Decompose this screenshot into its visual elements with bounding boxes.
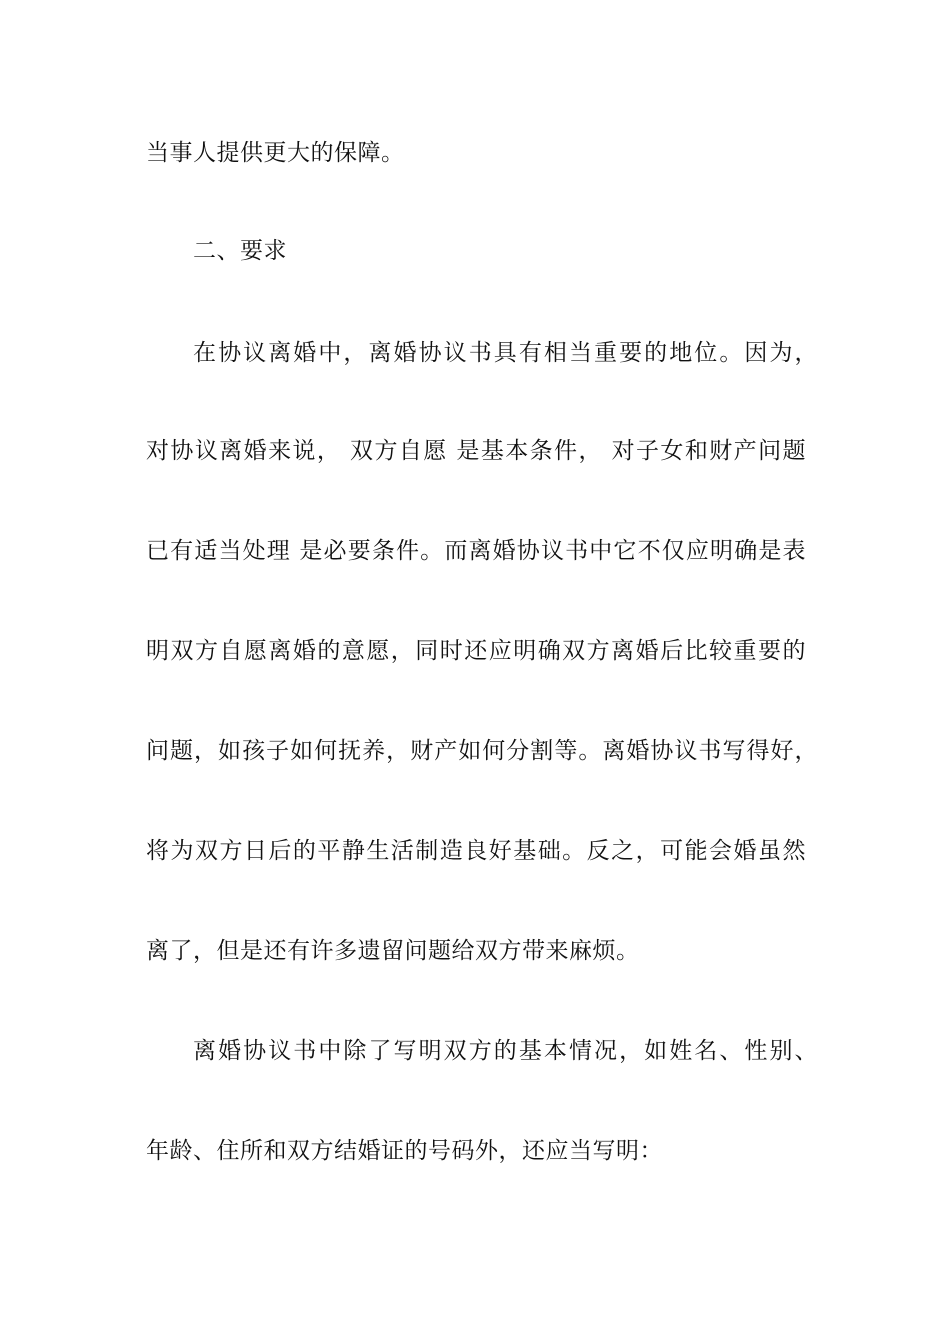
paragraph-line: 在协议离婚中，离婚协议书具有相当重要的地位。因为，: [193, 340, 818, 366]
paragraph-line: 离婚协议书中除了写明双方的基本情况，如姓名、性别、: [193, 1038, 818, 1064]
paragraph-line: 离了，但是还有许多遗留问题给双方带来麻烦。: [146, 938, 640, 964]
paragraph-line: 已有适当处理 是必要条件。而离婚协议书中它不仅应明确是表: [146, 538, 806, 564]
paragraph-line: 明双方自愿离婚的意愿，同时还应明确双方离婚后比较重要的: [146, 638, 806, 664]
paragraph-line: 当事人提供更大的保障。: [146, 140, 405, 166]
paragraph-line: 问题，如孩子如何抚养，财产如何分割等。离婚协议书写得好，: [146, 738, 818, 764]
paragraph-line: 年龄、住所和双方结婚证的号码外，还应当写明：: [146, 1138, 663, 1164]
paragraph-line: 对协议离婚来说， 双方自愿 是基本条件， 对子女和财产问题: [146, 438, 806, 464]
paragraph-line: 将为双方日后的平静生活制造良好基础。反之，可能会婚虽然: [146, 838, 806, 864]
section-heading: 二、要求: [193, 238, 287, 264]
